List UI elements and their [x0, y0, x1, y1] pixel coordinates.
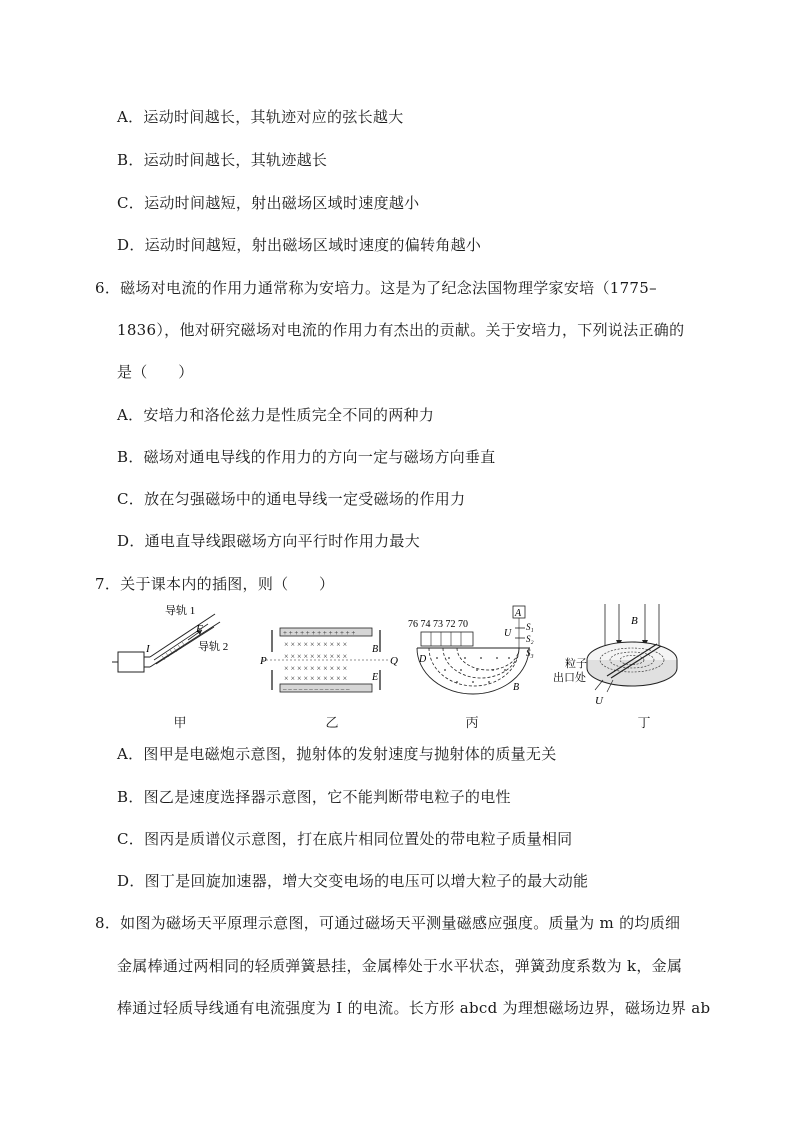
bing-a-label: A: [515, 608, 522, 619]
svg-text:× × × × × × × × × ×: × × × × × × × × × ×: [284, 652, 348, 661]
q5-option-b: B．运动时间越长，其轨迹越长: [117, 151, 328, 169]
yi-b-label: B: [372, 644, 379, 655]
q6-option-d: D．通电直导线跟磁场方向平行时作用力最大: [117, 532, 421, 550]
figure-bing-mass-spectrometer: [405, 600, 535, 700]
q6-option-a: A．安培力和洛伦兹力是性质完全不同的两种力: [117, 406, 435, 424]
jia-rail2-label: 导轨 2: [198, 641, 229, 653]
figure-ding-caption: 丁: [637, 716, 651, 731]
bing-scale-label: 76 74 73 72 70: [408, 619, 468, 630]
svg-text:× × × × × × × × × ×: × × × × × × × × × ×: [284, 674, 348, 683]
q5-option-c: C．运动时间越短，射出磁场区域时速度越小: [117, 194, 420, 212]
svg-text:– – – – – – – – – – – – –: – – – – – – – – – – – – –: [283, 685, 350, 693]
q6-stem-line2: 1836），他对研究磁场对电流的作用力有杰出的贡献。关于安培力，下列说法正确的: [117, 321, 685, 339]
figure-ding-cyclotron: [545, 600, 685, 710]
ding-exit-label: 出口处: [553, 672, 586, 684]
bing-b-label: B: [513, 682, 520, 693]
yi-q-label: Q: [390, 655, 398, 667]
bing-s3-label: S₃: [526, 648, 534, 658]
svg-text:× × × × × × × × × ×: × × × × × × × × × ×: [284, 640, 348, 649]
jia-force-label: F: [196, 623, 203, 635]
figure-jia-railgun: [110, 600, 245, 700]
bing-d-label: D: [419, 654, 427, 665]
figure-yi-caption: 乙: [325, 716, 339, 731]
q6-stem-line3: 是（ ）: [117, 363, 194, 381]
ding-u-label: U: [595, 695, 603, 707]
figure-jia-caption: 甲: [173, 716, 187, 731]
jia-current-label: I: [146, 643, 150, 655]
svg-text:× × × × × × × × × ×: × × × × × × × × × ×: [284, 664, 348, 673]
q7-option-c: C．图丙是质谱仪示意图，打在底片相同位置处的带电粒子质量相同: [117, 830, 573, 848]
q7-option-b: B．图乙是速度选择器示意图，它不能判断带电粒子的电性: [117, 788, 511, 806]
ding-b-label: B: [631, 615, 638, 627]
svg-text:+ + + + + + + + + + + + +: + + + + + + + + + + + + +: [283, 629, 356, 637]
q8-stem-line3: 棒通过轻质导线通有电流强度为 I 的电流。长方形 abcd 为理想磁场边界，磁场边界 ab: [117, 999, 711, 1017]
q6-option-b: B．磁场对通电导线的作用力的方向一定与磁场方向垂直: [117, 448, 496, 466]
q7-option-a: A．图甲是电磁炮示意图，抛射体的发射速度与抛射体的质量无关: [117, 745, 557, 763]
q5-option-a: A．运动时间越长，其轨迹对应的弦长越大: [117, 108, 404, 126]
ding-particle-label: 粒子: [565, 658, 587, 670]
jia-rail1-label: 导轨 1: [165, 605, 196, 617]
q6-option-c: C．放在匀强磁场中的通电导线一定受磁场的作用力: [117, 490, 466, 508]
q7-stem: 7．关于课本内的插图，则（ ）: [95, 575, 335, 593]
bing-s1-label: S₁: [526, 622, 534, 632]
bing-u-label: U: [504, 628, 512, 639]
q8-stem-line1: 8．如图为磁场天平原理示意图，可通过磁场天平测量磁感应强度。质量为 m 的均质细: [95, 914, 681, 932]
q6-stem-line1: 6．磁场对电流的作用力通常称为安培力。这是为了纪念法国物理学家安培（1775–: [95, 279, 657, 297]
q5-option-d: D．运动时间越短，射出磁场区域时速度的偏转角越小: [117, 236, 482, 254]
q7-option-d: D．图丁是回旋加速器，增大交变电场的电压可以增大粒子的最大动能: [117, 872, 589, 890]
yi-e-label: E: [372, 672, 379, 683]
q8-stem-line2: 金属棒通过两相同的轻质弹簧悬挂，金属棒处于水平状态，弹簧劲度系数为 k，金属: [117, 957, 683, 975]
yi-p-label: P: [260, 655, 267, 667]
figure-bing-caption: 丙: [465, 716, 479, 731]
figure-yi-velocity-selector: [258, 600, 408, 700]
bing-s2-label: S₂: [526, 634, 534, 644]
